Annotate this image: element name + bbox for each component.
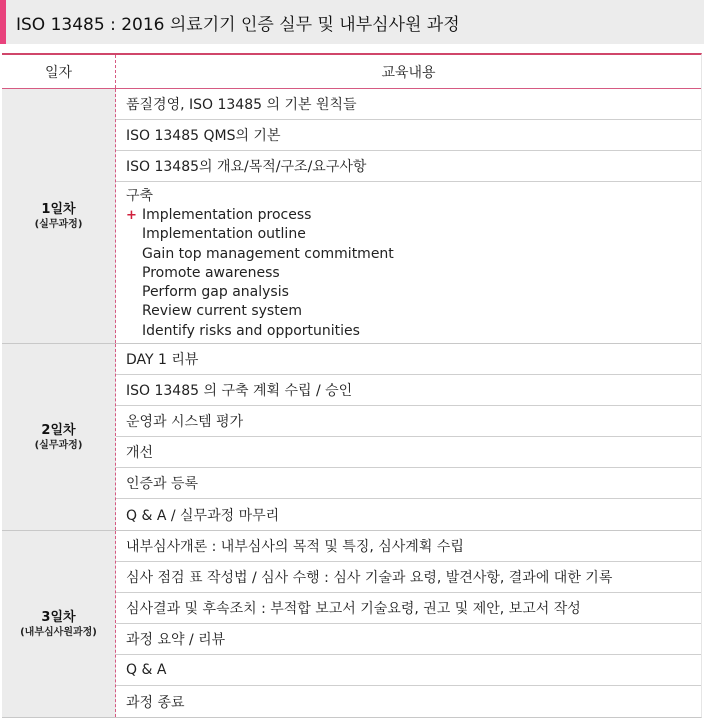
table-header	[2, 55, 701, 89]
list-item	[126, 283, 394, 302]
list-item	[126, 225, 394, 244]
day-2-group	[2, 344, 701, 531]
list-item	[126, 302, 394, 321]
list-item-label: Perform gap analysis	[142, 284, 289, 301]
day-2-cell	[2, 344, 116, 530]
day-1-items	[116, 89, 701, 343]
detail-title: 구축	[126, 188, 154, 204]
table-row: Q & A	[116, 655, 701, 686]
table-row: ISO 13485의 개요/목적/구조/요구사항	[116, 151, 701, 182]
curriculum-table	[2, 53, 702, 718]
day-label: 1일차	[41, 201, 76, 217]
day-3-cell	[2, 531, 116, 717]
table-row: 심사 점검 표 작성법 / 심사 수행 : 심사 기술과 요령, 발견사항, 결과에 대한 기록	[116, 562, 701, 593]
table-row: 개선	[116, 437, 701, 468]
table-row: 과정 종료	[126, 694, 185, 711]
day-3-items	[116, 531, 701, 717]
table-row: 과정 요약 / 리뷰	[116, 624, 701, 655]
table-row: ISO 13485 QMS의 기본	[116, 120, 701, 151]
list-item	[126, 245, 394, 264]
table-row: ISO 13485 의 구축 계획 수립 / 승인	[116, 375, 701, 406]
table-row-detail	[116, 182, 701, 343]
page-title: ISO 13485 : 2016 의료기기 인증 실무 및 내부심사원 과정	[16, 15, 460, 35]
list-item-label: Implementation outline	[142, 226, 306, 243]
title-bar	[0, 0, 704, 44]
day-label: 3일차	[41, 609, 76, 625]
plus-icon: +	[126, 208, 137, 223]
detail-list	[126, 206, 394, 341]
day-sublabel: (실무과정)	[34, 218, 83, 230]
list-item-label: Identify risks and opportunities	[142, 322, 360, 339]
day-sublabel: (실무과정)	[34, 439, 83, 451]
table-row: 심사결과 및 후속조치 : 부적합 보고서 기술요령, 권고 및 제안, 보고서 작성	[116, 593, 701, 624]
header-day: 일자	[2, 55, 116, 88]
list-item-label: Review current system	[142, 303, 302, 320]
table-row: DAY 1 리뷰	[116, 344, 701, 375]
list-item-label: Implementation process	[142, 207, 312, 223]
list-item	[126, 322, 394, 341]
list-item	[126, 206, 394, 225]
day-1-cell	[2, 89, 116, 343]
list-item-label: Promote awareness	[142, 264, 280, 281]
table-row: Q & A / 실무과정 마무리	[126, 507, 280, 524]
list-item	[126, 264, 394, 283]
table-row: 품질경영, ISO 13485 의 기본 원칙들	[116, 89, 701, 120]
day-label: 2일차	[41, 422, 76, 438]
list-item-label: Gain top management commitment	[142, 245, 394, 262]
day-1-group	[2, 89, 701, 344]
day-2-items	[116, 344, 701, 530]
day-sublabel: (내부심사원과정)	[20, 626, 97, 638]
day-3-group	[2, 531, 701, 717]
table-row: 운영과 시스템 평가	[116, 406, 701, 437]
table-row: 인증과 등록	[116, 468, 701, 499]
header-content: 교육내용	[381, 64, 436, 81]
table-row: 내부심사개론 : 내부심사의 목적 및 특징, 심사계획 수립	[116, 531, 701, 562]
